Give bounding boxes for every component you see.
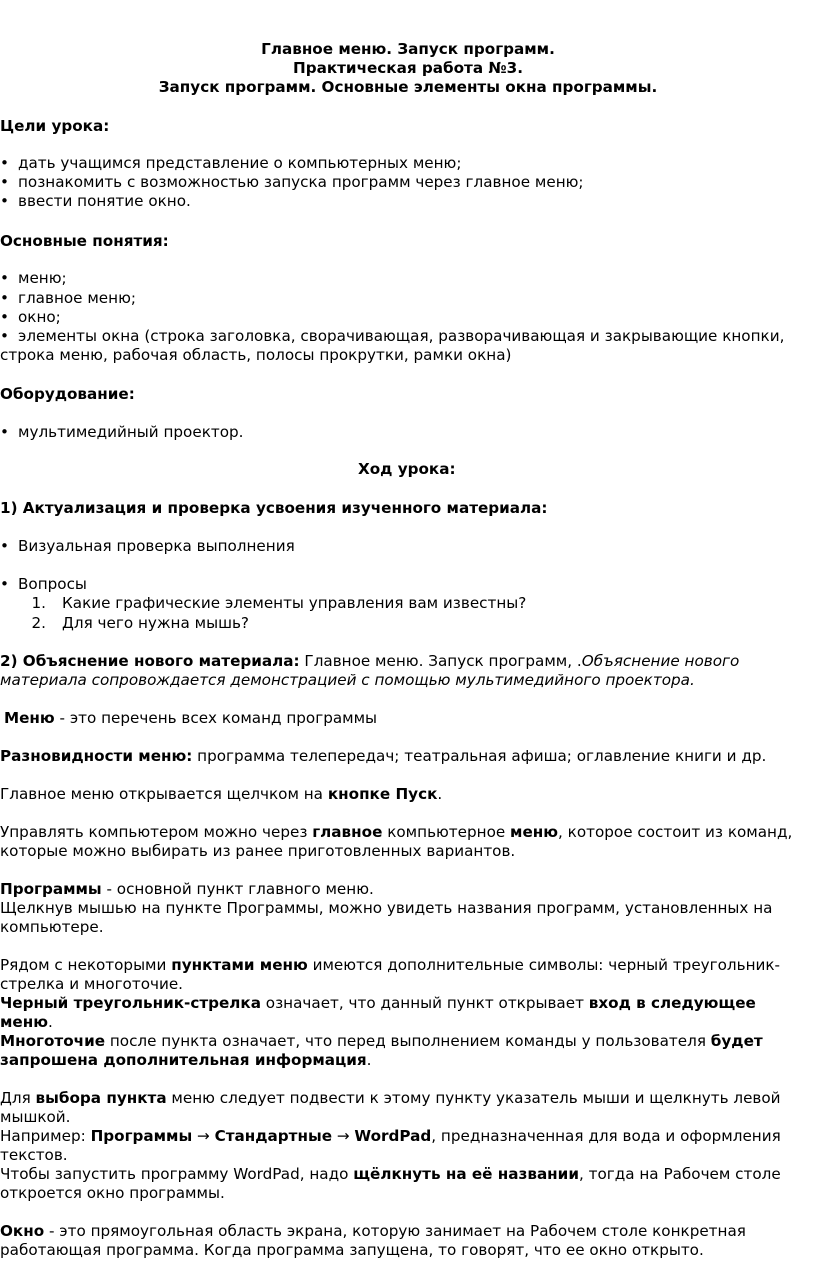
- bullet-icon: •: [0, 327, 9, 345]
- goal-item: • ввести понятие окно.: [0, 192, 191, 210]
- lesson-heading: Ход урока:: [358, 460, 456, 478]
- menu-definition: Меню - это перечень всех команд программы: [4, 709, 378, 727]
- goals-heading: Цели урока:: [0, 117, 110, 135]
- goal-item: • познакомить с возможностью запуска программ через главное меню;: [0, 173, 584, 191]
- programs-click: Щелкнув мышью на пункте Программы, можно увидеть названия программ, установленных на: [0, 899, 773, 917]
- launch-paragraph: Чтобы запустить программу WordPad, надо щёлкнуть на её названии, тогда на Рабочем столе: [0, 1165, 781, 1183]
- control-paragraph-line-2: которые можно выбирать из ранее приготовленных вариантов.: [0, 842, 516, 860]
- programs-definition: Программы - основной пункт главного меню.: [0, 880, 374, 898]
- concept-item: • элементы окна (строка заголовка, сворачивающая, разворачивающая и закрывающие кнопки,: [0, 327, 785, 345]
- section-1-heading: 1) Актуализация и проверка усвоения изученного материала:: [0, 499, 548, 517]
- window-definition: Окно - это прямоугольная область экрана, которую занимает на Рабочем столе конкретная: [0, 1222, 746, 1240]
- question-item: 2. Для чего нужна мышь?: [31, 614, 249, 632]
- bullet-icon: •: [0, 308, 9, 326]
- section-2-heading: 2) Объяснение нового материала: Главное меню. Запуск программ, .Объяснение нового: [0, 652, 740, 670]
- concept-item: • главное меню;: [0, 289, 136, 307]
- title-line-3: Запуск программ. Основные элементы окна программы.: [158, 78, 658, 96]
- concept-item: • окно;: [0, 308, 61, 326]
- arrow-paragraph-line-2: меню.: [0, 1013, 53, 1031]
- ellipsis-paragraph-line-2: запрошена дополнительная информация.: [0, 1051, 372, 1069]
- main-menu-open: Главное меню открывается щелчком на кнопке Пуск.: [0, 785, 443, 803]
- select-paragraph: Для выбора пункта меню следует подвести к этому пункту указатель мыши и щелкнуть левой: [0, 1089, 781, 1107]
- bullet-icon: •: [0, 154, 9, 172]
- questions-label: • Вопросы: [0, 575, 87, 593]
- section-2-italic: материала сопровождается демонстрацией с помощью мультимедийного проектора.: [0, 671, 695, 689]
- symbols-paragraph: Рядом с некоторыми пунктами меню имеются дополнительные символы: черный треугольник-: [0, 956, 781, 974]
- bullet-icon: •: [0, 537, 9, 555]
- goal-item: • дать учащимся представление о компьютерных меню;: [0, 154, 462, 172]
- concept-item-continued: строка меню, рабочая область, полосы прокрутки, рамки окна): [0, 346, 512, 364]
- arrow-paragraph: Черный треугольник-стрелка означает, что данный пункт открывает вход в следующее: [0, 994, 756, 1012]
- title-line-1: Главное меню. Запуск программ.: [261, 40, 555, 58]
- window-definition-line-2: работающая программа. Когда программа запущена, то говорят, что ее окно открыто.: [0, 1241, 704, 1259]
- check-item: • Визуальная проверка выполнения: [0, 537, 295, 555]
- concepts-heading: Основные понятия:: [0, 232, 169, 250]
- bullet-icon: •: [0, 173, 9, 191]
- title-line-2: Практическая работа №3.: [292, 59, 523, 77]
- bullet-icon: •: [0, 269, 9, 287]
- ellipsis-paragraph: Многоточие после пункта означает, что перед выполнением команды у пользователя будет: [0, 1032, 763, 1050]
- menu-kinds: Разновидности меню: программа телепередач; театральная афиша; оглавление книги и др.: [0, 747, 767, 765]
- launch-paragraph-line-2: откроется окно программы.: [0, 1184, 225, 1202]
- select-paragraph-line-2: мышкой.: [0, 1108, 71, 1126]
- programs-click-line-2: компьютере.: [0, 918, 104, 936]
- equipment-item: • мультимедийный проектор.: [0, 423, 244, 441]
- example-paragraph-line-2: текстов.: [0, 1146, 68, 1164]
- bullet-icon: •: [0, 192, 9, 210]
- control-paragraph: Управлять компьютером можно через главное компьютерное меню, которое состоит из команд,: [0, 823, 793, 841]
- example-paragraph: Например: Программы → Стандартные → WordPad, предназначенная для вода и оформления: [0, 1127, 781, 1145]
- question-item: 1. Какие графические элементы управления вам известны?: [31, 594, 527, 612]
- equipment-heading: Оборудование:: [0, 385, 135, 403]
- bullet-icon: •: [0, 423, 9, 441]
- symbols-paragraph-line-2: стрелка и многоточие.: [0, 975, 183, 993]
- concept-item: • меню;: [0, 269, 67, 287]
- bullet-icon: •: [0, 575, 9, 593]
- bullet-icon: •: [0, 289, 9, 307]
